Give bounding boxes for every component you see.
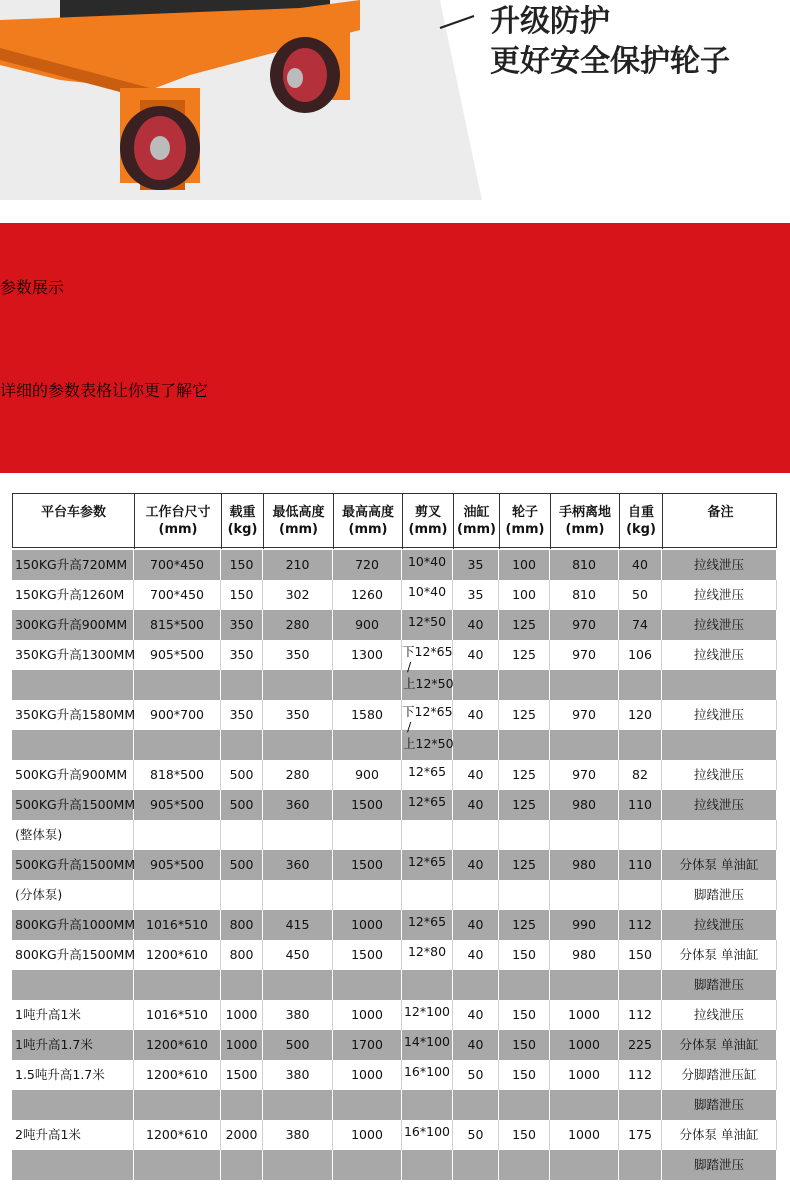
- table-cell: 分体泵 单油缸: [662, 1030, 777, 1060]
- banner-title: 参数展示: [0, 278, 65, 297]
- table-cell: 1200*610: [134, 1060, 221, 1090]
- table-cell: 815*500: [134, 610, 221, 640]
- table-cell: [263, 670, 333, 700]
- table-cell: 112: [619, 1000, 662, 1030]
- table-cell: 1500: [333, 790, 402, 820]
- scissor-continuation-line: /: [407, 659, 412, 674]
- table-cell: 10*40: [402, 550, 453, 580]
- table-cell: 970: [550, 610, 619, 640]
- table-cell: [619, 880, 662, 910]
- table-cell: 360: [263, 790, 333, 820]
- table-cell: 300KG升高900MM: [12, 610, 134, 640]
- table-cell: 拉线泄压: [662, 1000, 777, 1030]
- table-cell: [134, 880, 221, 910]
- table-cell: 40: [453, 940, 499, 970]
- table-cell: 800: [221, 940, 263, 970]
- table-cell: 1500: [333, 850, 402, 880]
- table-cell: 350: [221, 700, 263, 730]
- table-cell: 82: [619, 760, 662, 790]
- table-cell: [12, 1090, 134, 1120]
- table-cell: 1000: [221, 1030, 263, 1060]
- table-cell: 10*40: [402, 580, 453, 610]
- table-cell: 112: [619, 1060, 662, 1090]
- table-cell: 970: [550, 700, 619, 730]
- table-cell: 150: [619, 940, 662, 970]
- table-cell: 16*100: [402, 1060, 453, 1090]
- table-cell: [453, 1150, 499, 1180]
- table-cell: 350KG升高1580MM: [12, 700, 134, 730]
- table-cell: [499, 1150, 550, 1180]
- table-row: [12, 790, 777, 820]
- table-cell: [499, 880, 550, 910]
- table-cell: 150: [221, 550, 263, 580]
- table-cell: 900*700: [134, 700, 221, 730]
- table-cell: [221, 670, 263, 700]
- table-cell: [619, 970, 662, 1000]
- table-cell: 1500: [333, 940, 402, 970]
- header-cell: 备注: [707, 505, 734, 520]
- table-cell: [12, 670, 134, 700]
- banner-subtitle: 详细的参数表格让你更了解它: [0, 381, 209, 400]
- table-cell: [550, 1150, 619, 1180]
- table-cell: 1500: [221, 1060, 263, 1090]
- table-cell: 100: [499, 550, 550, 580]
- table-cell: 40: [453, 850, 499, 880]
- table-cell: [221, 970, 263, 1000]
- table-row: [12, 1120, 777, 1150]
- table-cell: [619, 730, 662, 760]
- table-cell: 905*500: [134, 640, 221, 670]
- table-cell: 1000: [333, 1120, 402, 1150]
- table-cell: 970: [550, 760, 619, 790]
- table-cell: [333, 730, 402, 760]
- table-cell: 拉线泄压: [662, 580, 777, 610]
- table-cell: 980: [550, 850, 619, 880]
- table-cell: 1700: [333, 1030, 402, 1060]
- table-cell: [221, 820, 263, 850]
- table-cell: (分体泵): [12, 880, 134, 910]
- table-row: [12, 700, 777, 730]
- table-cell: 2吨升高1米: [12, 1120, 134, 1150]
- table-cell: 16*100: [402, 1120, 453, 1150]
- table-cell: [221, 1090, 263, 1120]
- table-cell: 拉线泄压: [662, 700, 777, 730]
- table-cell: [453, 820, 499, 850]
- table-cell: 1000: [333, 1000, 402, 1030]
- table-cell: 500KG升高1500MM: [12, 850, 134, 880]
- table-cell: [333, 820, 402, 850]
- table-cell: 35: [453, 580, 499, 610]
- table-row: [12, 760, 777, 790]
- table-cell: 350KG升高1300MM: [12, 640, 134, 670]
- table-cell: [221, 730, 263, 760]
- table-cell: 12*65: [402, 790, 453, 820]
- table-cell: [550, 880, 619, 910]
- table-cell: [550, 730, 619, 760]
- table-cell: 1580: [333, 700, 402, 730]
- table-cell: 1200*610: [134, 1030, 221, 1060]
- table-cell: 1260: [333, 580, 402, 610]
- table-cell: 500: [221, 790, 263, 820]
- table-cell: 210: [263, 550, 333, 580]
- table-cell: [499, 970, 550, 1000]
- table-cell: [662, 730, 777, 760]
- scissor-continuation-line: /: [407, 719, 412, 734]
- table-cell: 380: [263, 1000, 333, 1030]
- table-cell: 800: [221, 910, 263, 940]
- table-cell: 500KG升高1500MM: [12, 790, 134, 820]
- table-cell: [662, 820, 777, 850]
- table-cell: 40: [453, 910, 499, 940]
- table-cell: 分体泵 单油缸: [662, 1120, 777, 1150]
- table-cell: 拉线泄压: [662, 760, 777, 790]
- table-cell: 40: [453, 1030, 499, 1060]
- table-cell: 1吨升高1.7米: [12, 1030, 134, 1060]
- table-cell: 1200*610: [134, 940, 221, 970]
- table-cell: 150: [499, 1060, 550, 1090]
- table-row: [12, 820, 777, 850]
- table-row: [12, 580, 777, 610]
- header-cell: 最低高度 (mm): [264, 494, 334, 549]
- feature-caption: [490, 2, 730, 82]
- table-cell: 下12*65: [402, 700, 453, 730]
- table-cell: 800KG升高1000MM: [12, 910, 134, 940]
- table-cell: 380: [263, 1060, 333, 1090]
- table-row: [12, 1090, 777, 1120]
- table-cell: 700*450: [134, 580, 221, 610]
- table-cell: [550, 1090, 619, 1120]
- table-cell: 500: [221, 760, 263, 790]
- scissor-continuation: [403, 718, 454, 752]
- table-cell: 125: [499, 700, 550, 730]
- table-cell: [662, 670, 777, 700]
- table-cell: 900: [333, 610, 402, 640]
- table-cell: 150KG升高720MM: [12, 550, 134, 580]
- table-cell: [263, 880, 333, 910]
- table-cell: 1000: [221, 1000, 263, 1030]
- table-cell: [453, 970, 499, 1000]
- table-cell: 下12*65: [402, 640, 453, 670]
- table-cell: 40: [453, 1000, 499, 1030]
- table-cell: [333, 1150, 402, 1180]
- table-cell: 112: [619, 910, 662, 940]
- table-cell: [499, 1090, 550, 1120]
- table-cell: 1000: [550, 1000, 619, 1030]
- table-row: [12, 670, 777, 700]
- table-cell: 1016*510: [134, 1000, 221, 1030]
- table-cell: 35: [453, 550, 499, 580]
- table-cell: [134, 730, 221, 760]
- table-cell: 150: [221, 580, 263, 610]
- table-cell: 280: [263, 610, 333, 640]
- table-cell: 1000: [550, 1030, 619, 1060]
- table-cell: 900: [333, 760, 402, 790]
- scissor-continuation: [403, 658, 454, 692]
- table-cell: 225: [619, 1030, 662, 1060]
- table-cell: 150: [499, 1030, 550, 1060]
- table-cell: 14*100: [402, 1030, 453, 1060]
- table-cell: [134, 1090, 221, 1120]
- table-cell: [550, 820, 619, 850]
- table-cell: 302: [263, 580, 333, 610]
- table-cell: 905*500: [134, 850, 221, 880]
- table-cell: 50: [453, 1120, 499, 1150]
- table-cell: 810: [550, 550, 619, 580]
- table-cell: [402, 880, 453, 910]
- table-cell: 150: [499, 1000, 550, 1030]
- table-cell: 12*65: [402, 760, 453, 790]
- table-cell: 125: [499, 790, 550, 820]
- header-cell: 最高高度 (mm): [334, 494, 403, 549]
- table-cell: 905*500: [134, 790, 221, 820]
- table-cell: 125: [499, 910, 550, 940]
- table-cell: 分脚踏泄压缸: [662, 1060, 777, 1090]
- header-cell: 手柄离地 (mm): [551, 494, 620, 549]
- table-cell: 175: [619, 1120, 662, 1150]
- header-cell: 轮子 (mm): [500, 494, 551, 549]
- table-cell: [550, 970, 619, 1000]
- table-cell: [550, 670, 619, 700]
- table-row: [12, 1060, 777, 1090]
- table-cell: 380: [263, 1120, 333, 1150]
- table-cell: [134, 820, 221, 850]
- table-row: [12, 1000, 777, 1030]
- table-cell: 980: [550, 790, 619, 820]
- table-cell: 150: [499, 940, 550, 970]
- table-cell: 125: [499, 850, 550, 880]
- table-cell: 拉线泄压: [662, 640, 777, 670]
- header-cell: 载重 (kg): [222, 494, 264, 549]
- table-row: [12, 550, 777, 580]
- table-cell: 40: [453, 790, 499, 820]
- product-photo-area: [0, 0, 790, 200]
- table-cell: 500KG升高900MM: [12, 760, 134, 790]
- table-cell: 12*50: [402, 610, 453, 640]
- table-row: [12, 640, 777, 670]
- table-cell: [263, 970, 333, 1000]
- table-row: [12, 730, 777, 760]
- header-cell: 剪叉 (mm): [403, 494, 454, 549]
- table-row: [12, 1030, 777, 1060]
- table-cell: 12*80: [402, 940, 453, 970]
- table-cell: 360: [263, 850, 333, 880]
- table-cell: [263, 1150, 333, 1180]
- table-cell: 120: [619, 700, 662, 730]
- table-cell: 拉线泄压: [662, 790, 777, 820]
- table-cell: 分体泵 单油缸: [662, 850, 777, 880]
- table-cell: [619, 1150, 662, 1180]
- table-cell: [453, 1090, 499, 1120]
- table-cell: 818*500: [134, 760, 221, 790]
- table-cell: 40: [619, 550, 662, 580]
- table-cell: [402, 820, 453, 850]
- table-cell: [263, 1090, 333, 1120]
- table-cell: [453, 670, 499, 700]
- table-cell: 1吨升高1米: [12, 1000, 134, 1030]
- caption-line-2: 更好安全保护轮子: [490, 44, 730, 79]
- table-cell: [333, 1090, 402, 1120]
- table-cell: 810: [550, 580, 619, 610]
- table-cell: 脚踏泄压: [662, 1090, 777, 1120]
- header-cell: 油缸 (mm): [454, 494, 500, 549]
- table-cell: 50: [453, 1060, 499, 1090]
- table-cell: 脚踏泄压: [662, 970, 777, 1000]
- table-cell: 110: [619, 790, 662, 820]
- table-cell: 1200*610: [134, 1120, 221, 1150]
- table-cell: 350: [263, 640, 333, 670]
- scissor-continuation-line: 上12*50: [403, 736, 454, 751]
- table-cell: 415: [263, 910, 333, 940]
- section-banner: [0, 223, 790, 473]
- table-cell: 1000: [550, 1120, 619, 1150]
- table-row: [12, 850, 777, 880]
- table-cell: [263, 730, 333, 760]
- table-row: [12, 970, 777, 1000]
- table-cell: 12*100: [402, 1000, 453, 1030]
- table-cell: [134, 670, 221, 700]
- table-cell: 980: [550, 940, 619, 970]
- table-cell: 990: [550, 910, 619, 940]
- table-cell: [221, 880, 263, 910]
- table-cell: 500: [221, 850, 263, 880]
- table-cell: 350: [221, 610, 263, 640]
- table-cell: 分体泵 单油缸: [662, 940, 777, 970]
- table-cell: 40: [453, 640, 499, 670]
- table-cell: [499, 820, 550, 850]
- table-cell: 150: [499, 1120, 550, 1150]
- table-cell: 40: [453, 610, 499, 640]
- table-cell: [619, 670, 662, 700]
- table-cell: 74: [619, 610, 662, 640]
- table-cell: [134, 970, 221, 1000]
- scissor-continuation-line: 上12*50: [403, 676, 454, 691]
- table-cell: 1.5吨升高1.7米: [12, 1060, 134, 1090]
- table-cell: [12, 730, 134, 760]
- table-cell: [499, 670, 550, 700]
- table-cell: [402, 1150, 453, 1180]
- table-cell: [619, 820, 662, 850]
- table-cell: 350: [263, 700, 333, 730]
- table-cell: [134, 1150, 221, 1180]
- table-cell: 拉线泄压: [662, 910, 777, 940]
- table-cell: [12, 1150, 134, 1180]
- table-row: [12, 610, 777, 640]
- table-cell: [402, 1090, 453, 1120]
- table-cell: 脚踏泄压: [662, 1150, 777, 1180]
- table-header: [12, 493, 777, 548]
- table-cell: 450: [263, 940, 333, 970]
- table-cell: 1000: [333, 910, 402, 940]
- table-cell: 12*65: [402, 910, 453, 940]
- table-cell: 125: [499, 760, 550, 790]
- table-cell: [453, 880, 499, 910]
- table-row: [12, 880, 777, 910]
- table-cell: 2000: [221, 1120, 263, 1150]
- table-row: [12, 940, 777, 970]
- table-cell: [333, 970, 402, 1000]
- table-cell: 50: [619, 580, 662, 610]
- table-cell: 150KG升高1260M: [12, 580, 134, 610]
- table-cell: 110: [619, 850, 662, 880]
- table-cell: 700*450: [134, 550, 221, 580]
- table-cell: 40: [453, 760, 499, 790]
- table-cell: 350: [221, 640, 263, 670]
- table-cell: 脚踏泄压: [662, 880, 777, 910]
- table-cell: [619, 1090, 662, 1120]
- table-cell: 125: [499, 610, 550, 640]
- table-cell: 280: [263, 760, 333, 790]
- table-cell: [333, 670, 402, 700]
- table-row: [12, 910, 777, 940]
- table-cell: 1016*510: [134, 910, 221, 940]
- table-cell: 125: [499, 640, 550, 670]
- table-cell: (整体泵): [12, 820, 134, 850]
- table-cell: [499, 730, 550, 760]
- table-cell: [333, 880, 402, 910]
- table-cell: 1300: [333, 640, 402, 670]
- header-cell: 自重 (kg): [620, 494, 663, 549]
- table-cell: [12, 970, 134, 1000]
- table-cell: [453, 730, 499, 760]
- table-cell: 100: [499, 580, 550, 610]
- table-cell: 720: [333, 550, 402, 580]
- table-cell: 12*65: [402, 850, 453, 880]
- table-cell: [221, 1150, 263, 1180]
- table-cell: [402, 970, 453, 1000]
- header-cell: 平台车参数: [13, 494, 135, 549]
- table-cell: 1000: [550, 1060, 619, 1090]
- table-cell: 106: [619, 640, 662, 670]
- table-cell: 1000: [333, 1060, 402, 1090]
- table-cell: 拉线泄压: [662, 550, 777, 580]
- caption-line-1: 升级防护: [490, 4, 610, 39]
- table-cell: 40: [453, 700, 499, 730]
- header-cell: 工作台尺寸 (mm): [135, 494, 222, 549]
- table-cell: 拉线泄压: [662, 610, 777, 640]
- table-cell: 500: [263, 1030, 333, 1060]
- table-row: [12, 1150, 777, 1180]
- table-cell: 800KG升高1500MM: [12, 940, 134, 970]
- table-cell: 970: [550, 640, 619, 670]
- table-cell: [263, 820, 333, 850]
